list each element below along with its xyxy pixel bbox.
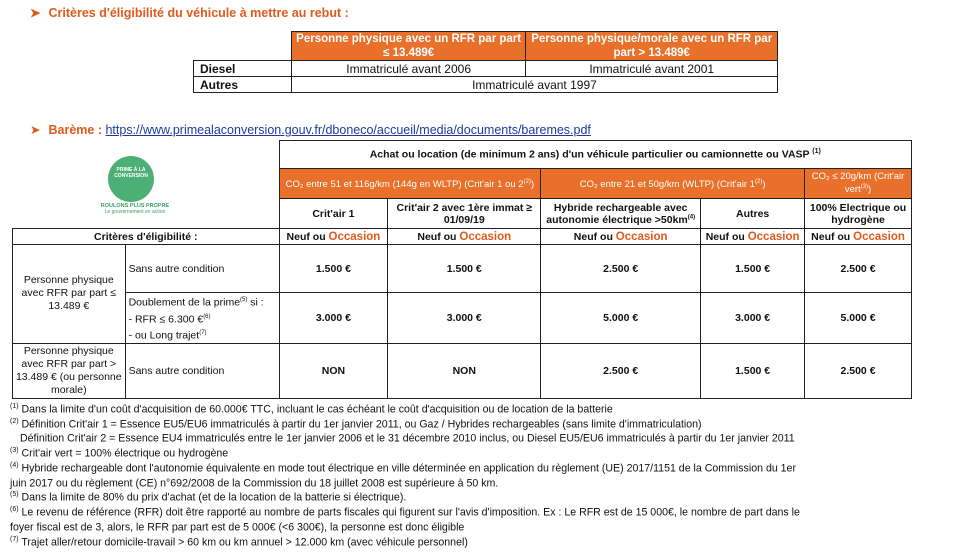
- section-title-eligibility: ➤ Critères d'éligibilité du véhicule à mettre au rebut :: [30, 6, 349, 20]
- footnote: Définition Crit'air 2 = Essence EU4 immatriculés entre le 1er janvier 2006 et le 31 décembre 2010 inclus, ou Diesel EU5/EU6 immatriculés à partir du 1er janvier 2011: [20, 433, 795, 445]
- row2-value: 5.000 €: [805, 293, 912, 344]
- group-header-crit1: CO₂ entre 21 et 50g/km (WLTP) (Crit'air 1$^{(2)}$): [541, 169, 805, 199]
- row3-value: NON: [388, 343, 541, 398]
- scrap-vehicle-criteria-table: [193, 31, 778, 93]
- footnote: $^{(7)}$ Trajet aller/retour domicile-travail > 60 km ou km annuel > 12.000 km (avec véhicule personnel): [10, 535, 468, 549]
- row1-value: 1.500 €: [388, 245, 541, 293]
- footnote: $^{(2)}$ Définition Crit'air 1 = Essence EU5/EU6 immatriculés à partir du 1er janvier 2011, ou Gaz / Hybrides rechargeables (sans limite d'immatriculation): [10, 417, 702, 431]
- row3-value: 2.500 €: [805, 343, 912, 398]
- cell-diesel-low: Immatriculé avant 2006: [291, 61, 526, 77]
- logo-caption: ROULONS PLUS PROPRE Le gouvernement en action: [100, 203, 170, 215]
- footnotes: [10, 401, 955, 548]
- row2-value: 3.000 €: [388, 293, 541, 344]
- empty-cell: [194, 32, 292, 61]
- header-high-income: Personne physique/morale avec un RFR par part > 13.489€: [526, 32, 778, 61]
- main-header: Achat ou location (de minimum 2 ans) d'un véhicule particulier ou camionnette ou VASP $^{(1)}$: [279, 141, 911, 169]
- neuf-occasion-2: Neuf ou Occasion: [388, 229, 541, 245]
- subheader-critair1: Crit'air 1: [279, 199, 388, 229]
- bareme-link[interactable]: https://www.primealaconversion.gouv.fr/dboneco/accueil/media/documents/baremes.pdf: [105, 123, 591, 137]
- arrow-icon: ➤: [30, 123, 41, 137]
- group-header-critvert: CO₂ ≤ 20g/km (Crit'air vert$^{(3)}$): [805, 169, 912, 199]
- footnote: foyer fiscal est de 3, alors, le RFR par part est de 5 000€ (<6 300€), la personne est donc éligible: [10, 521, 465, 534]
- row3-value: NON: [279, 343, 388, 398]
- row2-value: 3.000 €: [701, 293, 805, 344]
- neuf-occasion-5: Neuf ou Occasion: [805, 229, 912, 245]
- arrow-icon: ➤: [30, 6, 41, 20]
- group-low-income-label: Personne physique avec RFR par part ≤ 13.489 €: [13, 245, 126, 344]
- row1-value: 1.500 €: [701, 245, 805, 293]
- row2-condition: Doublement de la prime$^{(5)}$ si : - RFR ≤ 6.300 €$^{(6)}$ - ou Long trajet$^{(7)}$: [125, 293, 279, 344]
- footnote: $^{(4)}$ Hybride rechargeable dont l'autonomie équivalente en mode tout électrique en ville déterminée en application du règlement (UE) 2017/1151 de la Commission du 1er: [10, 461, 796, 475]
- subheader-electrique: 100% Electrique ou hydrogène: [805, 199, 912, 229]
- row-label-diesel: Diesel: [194, 61, 292, 77]
- footnote: $^{(3)}$ Crit'air vert = 100% électrique ou hydrogène: [10, 447, 229, 460]
- row2-value: 5.000 €: [541, 293, 701, 344]
- subheader-hybride: Hybride rechargeable avec autonomie électrique $>50km^{(4)}$: [541, 199, 701, 229]
- section-title-bareme: ➤ Barème : https://www.primealaconversion.gouv.fr/dboneco/accueil/media/documents/baremes.pdf: [30, 123, 591, 137]
- row3-condition: Sans autre condition: [125, 343, 279, 398]
- neuf-occasion-3: Neuf ou Occasion: [541, 229, 701, 245]
- neuf-occasion-1: Neuf ou Occasion: [279, 229, 388, 245]
- row1-value: 2.500 €: [541, 245, 701, 293]
- group-high-income-label: Personne physique avec RFR par part > 13.489 € (ou personne morale): [13, 343, 126, 398]
- row3-value: 1.500 €: [701, 343, 805, 398]
- subheader-autres: Autres: [701, 199, 805, 229]
- group-header-crit1-2: CO₂ entre 51 et 116g/km (144g en WLTP) (Crit'air 1 ou 2$^{(2)}$): [279, 169, 541, 199]
- row2-value: 3.000 €: [279, 293, 388, 344]
- row-label-autres: Autres: [194, 77, 292, 93]
- cell-diesel-high: Immatriculé avant 2001: [526, 61, 778, 77]
- footnote: $^{(5)}$ Dans la limite de 80% du prix d'achat (et de la location de la batterie si électrique).: [10, 491, 407, 504]
- prime-conversion-logo: PRIME À LA CONVERSION: [108, 156, 154, 202]
- neuf-occasion-4: Neuf ou Occasion: [701, 229, 805, 245]
- criteria-label: Critères d'éligibilité :: [13, 229, 280, 245]
- subheader-critair2: Crit'air 2 avec 1ère immat ≥ 01/09/19: [388, 199, 541, 229]
- footnote: $^{(6)}$ Le revenu de référence (RFR) doit être rapporté au nombre de parts fiscales qui figurent sur l'avis d'imposition. Ex : Le RFR est de 15 000€, le nombre de part dans le: [10, 506, 800, 519]
- row3-value: 2.500 €: [541, 343, 701, 398]
- row1-value: 2.500 €: [805, 245, 912, 293]
- footnote: juin 2017 ou du règlement (CE) n°692/2008 de la Commission du 18 juillet 2008 est supérieure à 50 km.: [10, 477, 499, 490]
- cell-autres: Immatriculé avant 1997: [291, 77, 777, 93]
- row1-value: 1.500 €: [279, 245, 388, 293]
- row1-condition: Sans autre condition: [125, 245, 279, 293]
- header-low-income: Personne physique avec un RFR par part ≤ 13.489€: [291, 32, 526, 61]
- footnote: $^{(1)}$ Dans la limite d'un coût d'acquisition de 60.000€ TTC, incluant le cas échéant le coût d'acquisition ou de location de la batterie: [10, 403, 613, 416]
